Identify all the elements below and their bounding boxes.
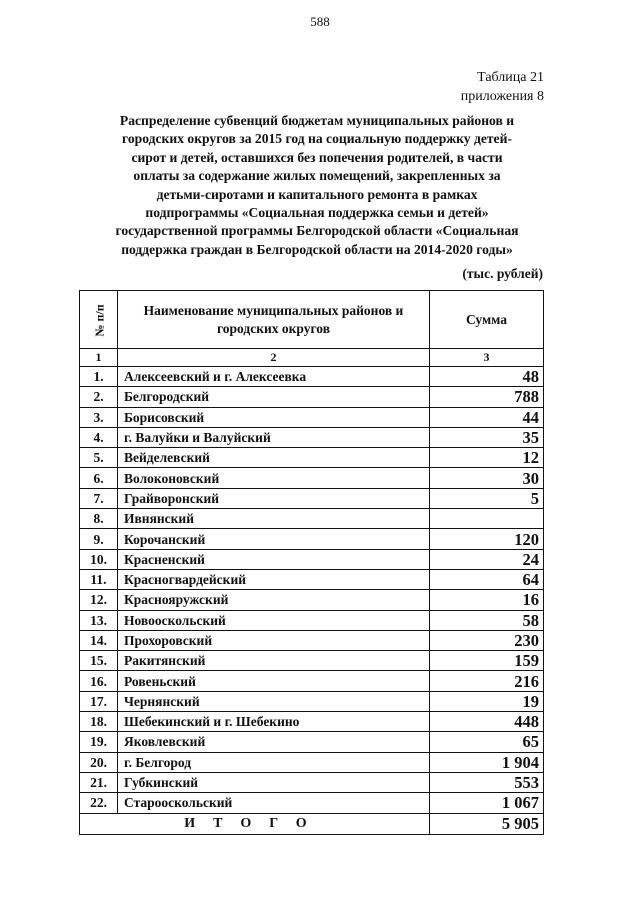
column-number: 2 (118, 349, 430, 367)
column-numbers-row (80, 349, 544, 367)
row-num: 19. (80, 732, 118, 752)
table-row (80, 590, 544, 610)
row-name: Вейделевский (118, 448, 430, 468)
table-row (80, 509, 544, 529)
row-num: 16. (80, 671, 118, 691)
row-num: 17. (80, 691, 118, 711)
row-sum: 1 904 (430, 752, 544, 772)
table-row (80, 367, 544, 387)
document-title (82, 112, 552, 259)
row-name: Шебекинский и г. Шебекино (118, 712, 430, 732)
row-sum: 30 (430, 468, 544, 488)
column-number: 1 (80, 349, 118, 367)
table-reference (461, 68, 544, 106)
row-num: 9. (80, 529, 118, 549)
row-sum: 5 (430, 488, 544, 508)
table-row (80, 387, 544, 407)
row-sum: 159 (430, 651, 544, 671)
row-sum: 1 067 (430, 793, 544, 813)
row-name: Борисовский (118, 407, 430, 427)
row-name: Волоконовский (118, 468, 430, 488)
table-row (80, 651, 544, 671)
table-row (80, 549, 544, 569)
header-num-label: № п/п (92, 303, 107, 337)
row-sum: 553 (430, 772, 544, 792)
row-sum: 58 (430, 610, 544, 630)
row-name: Корочанский (118, 529, 430, 549)
row-num: 1. (80, 367, 118, 387)
row-sum: 65 (430, 732, 544, 752)
row-num: 11. (80, 569, 118, 589)
title-line: поддержка граждан в Белгородской области на 2014-2020 годы» (121, 241, 513, 257)
table-ref-line-1: Таблица 21 (477, 70, 544, 85)
header-sum: Сумма (430, 291, 544, 349)
title-line: оплаты за содержание жилых помещений, закрепленных за (133, 168, 501, 184)
subsidy-table (79, 290, 544, 835)
table-ref-line-2: приложения 8 (460, 89, 544, 104)
row-sum: 48 (430, 367, 544, 387)
row-name: Красногвардейский (118, 569, 430, 589)
table-row (80, 793, 544, 813)
row-sum: 216 (430, 671, 544, 691)
total-label: ИТОГО (80, 813, 430, 834)
page-number: 588 (310, 14, 330, 29)
row-num: 5. (80, 448, 118, 468)
table-row (80, 569, 544, 589)
table-row (80, 772, 544, 792)
row-num: 13. (80, 610, 118, 630)
table-row (80, 671, 544, 691)
row-name: Новооскольский (118, 610, 430, 630)
row-sum: 448 (430, 712, 544, 732)
header-name: Наименование муниципальных районов и городских округов (118, 291, 430, 349)
row-name: Старооскольский (118, 793, 430, 813)
row-name: Прохоровский (118, 630, 430, 650)
row-sum (430, 509, 544, 529)
row-num: 3. (80, 407, 118, 427)
row-sum: 44 (430, 407, 544, 427)
table-header-row (80, 291, 544, 349)
row-name: г. Валуйки и Валуйский (118, 427, 430, 447)
row-sum: 120 (430, 529, 544, 549)
row-name: Губкинский (118, 772, 430, 792)
table-row (80, 732, 544, 752)
row-num: 20. (80, 752, 118, 772)
row-name: Яковлевский (118, 732, 430, 752)
table-row (80, 691, 544, 711)
row-num: 6. (80, 468, 118, 488)
row-num: 12. (80, 590, 118, 610)
title-line: государственной программы Белгородской области «Социальная (115, 223, 519, 239)
row-num: 2. (80, 387, 118, 407)
row-sum: 16 (430, 590, 544, 610)
row-name: Чернянский (118, 691, 430, 711)
table-row (80, 488, 544, 508)
row-sum: 19 (430, 691, 544, 711)
row-name: Ивнянский (118, 509, 430, 529)
row-num: 4. (80, 427, 118, 447)
row-name: Белгородский (118, 387, 430, 407)
table-row (80, 630, 544, 650)
table-row (80, 427, 544, 447)
row-name: Краснояружский (118, 590, 430, 610)
row-sum: 35 (430, 427, 544, 447)
row-num: 22. (80, 793, 118, 813)
title-line: городских округов за 2015 год на социальную поддержку детей- (122, 131, 512, 147)
row-sum: 24 (430, 549, 544, 569)
row-num: 8. (80, 509, 118, 529)
table-row (80, 529, 544, 549)
header-num (80, 291, 118, 349)
title-line: Распределение субвенций бюджетам муниципальных районов и (119, 113, 515, 128)
table-row (80, 448, 544, 468)
total-sum: 5 905 (430, 813, 544, 834)
total-row (80, 813, 544, 834)
title-line: подпрограммы «Социальная поддержка семьи и детей» (145, 205, 489, 221)
row-num: 14. (80, 630, 118, 650)
row-name: г. Белгород (118, 752, 430, 772)
table-row (80, 407, 544, 427)
row-name: Ракитянский (118, 651, 430, 671)
row-name: Красненский (118, 549, 430, 569)
table-row (80, 712, 544, 732)
title-line: сирот и детей, оставшихся без попечения родителей, в части (131, 149, 503, 165)
row-num: 21. (80, 772, 118, 792)
row-num: 15. (80, 651, 118, 671)
row-name: Грайворонский (118, 488, 430, 508)
column-number: 3 (430, 349, 544, 367)
row-sum: 64 (430, 569, 544, 589)
row-sum: 12 (430, 448, 544, 468)
row-sum: 788 (430, 387, 544, 407)
row-name: Алексеевский и г. Алексеевка (118, 367, 430, 387)
table-row (80, 610, 544, 630)
row-num: 10. (80, 549, 118, 569)
row-name: Ровеньский (118, 671, 430, 691)
units-label: (тыс. рублей) (462, 266, 543, 281)
table-row (80, 752, 544, 772)
row-num: 7. (80, 488, 118, 508)
title-line: детьми-сиротами и капитального ремонта в рамках (156, 186, 478, 202)
row-sum: 230 (430, 630, 544, 650)
row-num: 18. (80, 712, 118, 732)
table-row (80, 468, 544, 488)
